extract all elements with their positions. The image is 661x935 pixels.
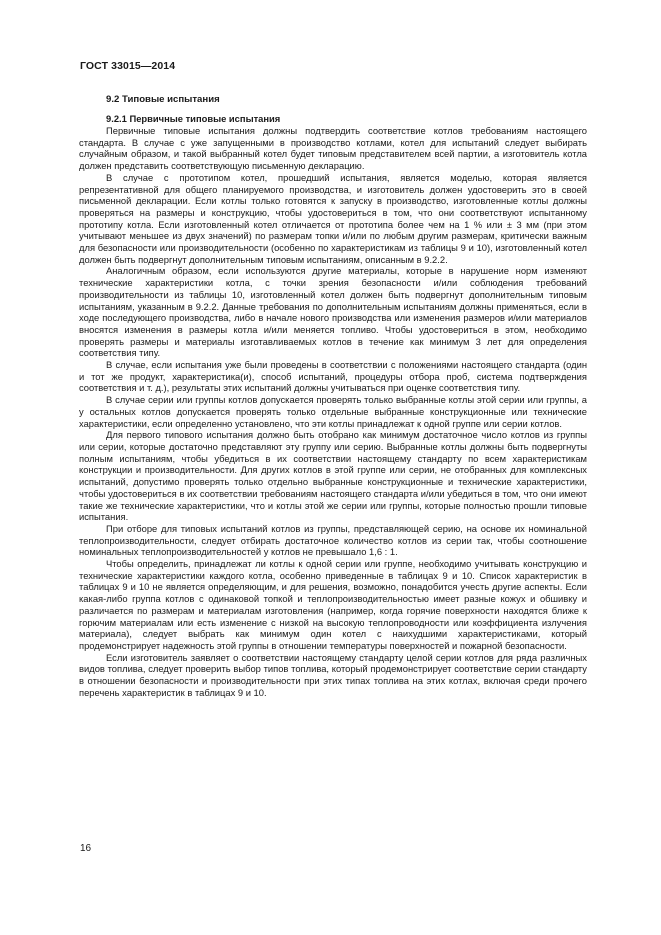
paragraph: При отборе для типовых испытаний котлов из группы, представляющей серию, на основе их номинальной теплопроизводительности, следует отбирать достаточное количество котлов из серии так, чтобы соотношение номинальных теплопроизводительностей у котлов не превышало 1,6 : 1. [79, 522, 587, 558]
paragraph: В случае, если испытания уже были проведены в соответствии с положениями настоящего стандарта (один и тот же продукт, характеристика(и), способ испытаний, процедуры отбора проб, система подтверждения соответствия и т. д.), результаты этих испытаний должны учитываться при оценке соответствия типу. [79, 359, 587, 394]
paragraph: Чтобы определить, принадлежат ли котлы к одной серии или группе, необходимо учитывать конструкцию и технические характеристики каждого котла, особенно приведенные в таблицах 9 и 10. Список характеристик в таблицах 9 и 10 не является определяющим, и для решения, возможно, понадобится учесть другие аспекты. Если какая-либо группа котлов с одинаковой топкой и теплопроизводительностью имеет разные кожух и обшивку и различается по размерам и материалам изготовления (например, когда горячие поверхности находятся ближе к горючим материалам или есть изменение с низкой на высокую теплопроводности или коэффициента излучения материала), следует выбрать как минимум один котел с наихудшими характеристиками, который продемонстрирует надежность этой группы в отношении температуры поверхностей и пожарной безопасности. [79, 558, 587, 651]
paragraph: В случае с прототипом котел, прошедший испытания, является моделью, которая является репрезентативной для общего планируемого производства, и изготовитель должен удостоверить это в своей письменной декларации. Если котлы только готовятся к запуску в производство, изготовленные котлы должны проверяться на размеры и конструкцию, чтобы удостовериться в том, что они соответствуют испытанному прототипу котла. Если изготовленный котел отличается от прототипа более чем на 1 % или ± 3 мм (при этом учитывают меньшее из двух значений) по размерам топки и/или по любым другим размерам, критически важным для безопасности или производительности (особенно по характеристикам из таблицы 9 и 10), изготовленный котел должен быть подвергнут дополнительным типовым испытаниям, описанным в 9.2.2. [79, 171, 587, 265]
document-code-header: ГОСТ 33015—2014 [80, 60, 176, 72]
page-number: 16 [80, 843, 92, 854]
section-heading: 9.2 Типовые испытания [106, 94, 220, 105]
paragraph: Первичные типовые испытания должны подтвердить соответствие котлов требованиям настоящего стандарта. В случае с уже запущенными в производство котлами, котел для испытаний следует выбирать случайным образом, и такой выбранный котел будет типовым представителем всей партии, а изготовитель котла должен представить соответствующую письменную декларацию. [79, 125, 587, 172]
subsection-heading: 9.2.1 Первичные типовые испытания [106, 113, 281, 124]
paragraph: Если изготовитель заявляет о соответствии настоящему стандарту целой серии котлов для ряда различных видов топлива, следует проверить выбор типов топлива, который продемонстрирует соответствие серии стандарту в отношении безопасности и производительности при этих типах топлива на этих котлах, включая среди прочего перечень характеристик в таблицах 9 и 10. [79, 651, 587, 698]
paragraph: Аналогичным образом, если используются другие материалы, которые в нарушение норм изменяют технические характеристики котла, с точки зрения безопасности и/или соблюдения требований производительности из таблицы 10, изготовленный котел должен быть подвергнут дополнительным типовым испытаниям, указанным в 9.2.2. Данные требования по дополнительным испытаниям должны применяться, если в ходе последующего производства, либо в начале нового производства или изменения размеров и/или материалов вносятся изменения в размеры котла и/или меняется топливо. Чтобы удостовериться в этом, необходимо проверять размеры и материалы изготавливаемых котлов в течение как минимум 3 лет для определения соответствия типу. [79, 265, 587, 359]
page-body [79, 93, 587, 698]
paragraph: Для первого типового испытания должно быть отобрано как минимум достаточное число котлов из группы или серии, которые достаточно представляют эту группу или серию. Выбранные котлы должны быть подвергнуты полным испытаниям, чтобы убедиться в их соответствии настоящему стандарту по всем характеристикам конструкции и производительности. Для других котлов в этой группе или серии, не отобранных для комплексных испытаний, допустимо проверять только отдельно выбранные конструкционные и технические характеристики, чтобы удостовериться в их соответствии требованиям настоящего стандарта и/или убедиться в том, что они имеют такие же технические характеристики, что и котлы этой же серии или группы, которые полностью прошли типовые испытания. [79, 429, 587, 523]
paragraph: В случае серии или группы котлов допускается проверять только выбранные котлы этой серии или группы, а у остальных котлов допускается проверять только отдельные выбранные конструкционные или технические характеристики, если определенно установлено, что эти котлы принадлежат к одной группе или серии котлов. [79, 394, 587, 429]
